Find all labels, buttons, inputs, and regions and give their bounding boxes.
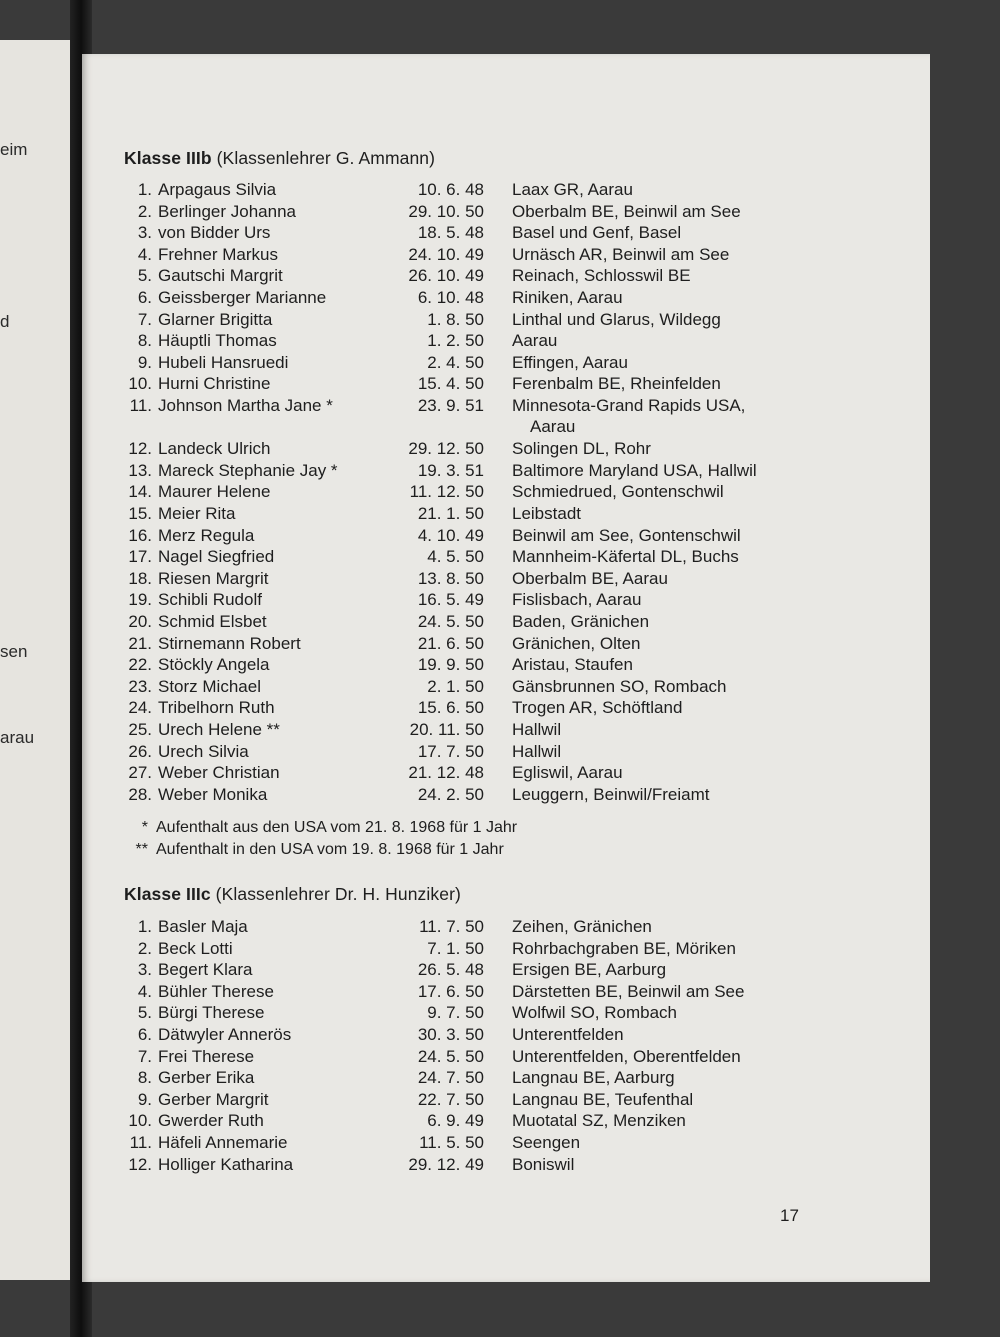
birth-date: 29. 12. 50	[408, 439, 484, 459]
birth-date: 26. 5. 48	[417, 960, 484, 980]
student-name: Meier Rita	[158, 504, 236, 523]
birth-date: 18. 5. 48	[417, 223, 484, 243]
student-number: 24.	[128, 698, 152, 718]
student-name: Hubeli Hansruedi	[158, 352, 289, 372]
student-row	[82, 568, 930, 589]
student-name: Berlinger Johanna	[158, 201, 296, 221]
student-row	[82, 1154, 930, 1175]
student-row	[82, 981, 930, 1002]
birth-date: 24. 7. 50	[417, 1068, 484, 1088]
home-place: Beinwil am See, Gontenschwil	[512, 525, 741, 545]
student-name: Schmid Elsbet	[158, 612, 267, 631]
student-number: 1.	[137, 180, 152, 199]
student-row	[82, 373, 930, 394]
student-number: 11.	[129, 396, 152, 415]
birth-date: 2. 1. 50	[427, 676, 484, 696]
student-number: 2.	[137, 201, 152, 221]
student-number: 19.	[128, 590, 152, 610]
home-place: Wolfwil SO, Rombach	[512, 1003, 678, 1023]
student-number: 3.	[137, 960, 152, 980]
student-number: 5.	[137, 266, 152, 286]
student-name: Glarner Brigitta	[158, 309, 273, 329]
home-place: Seengen	[512, 1133, 581, 1152]
student-name: Johnson Martha Jane *	[158, 396, 333, 415]
student-row	[82, 1002, 930, 1023]
student-name: Storz Michael	[158, 676, 261, 696]
student-number: 13.	[128, 460, 152, 480]
student-number: 12.	[128, 1154, 152, 1174]
birth-date: 11. 7. 50	[419, 917, 484, 936]
student-row	[82, 352, 930, 373]
home-place: Langnau BE, Teufenthal	[512, 1089, 694, 1109]
student-number: 12.	[128, 439, 152, 459]
student-row	[82, 589, 930, 610]
student-number: 7.	[137, 309, 152, 329]
home-place: Rohrbachgraben BE, Möriken	[512, 938, 736, 958]
student-number: 8.	[137, 1068, 152, 1088]
student-row	[82, 525, 930, 546]
student-name: Stirnemann Robert	[158, 633, 301, 653]
student-name: Bühler Therese	[158, 981, 274, 1001]
home-place: Leuggern, Beinwil/Freiamt	[512, 784, 710, 804]
student-number: 17.	[128, 547, 152, 567]
student-name: Basler Maja	[158, 917, 248, 936]
footnote-mark: *	[141, 819, 148, 836]
section-title-bold: Klasse IIIc	[124, 884, 211, 904]
student-row	[82, 1132, 930, 1153]
home-place: Boniswil	[512, 1154, 575, 1174]
student-row	[82, 741, 930, 762]
left-page-edge	[0, 40, 76, 1280]
student-row	[82, 959, 930, 980]
home-place: Leibstadt	[512, 504, 581, 523]
left-page-fragment: sen	[0, 642, 28, 661]
home-place: Gänsbrunnen SO, Rombach	[512, 676, 727, 696]
birth-date: 22. 7. 50	[417, 1089, 484, 1109]
home-place: Baden, Gränichen	[512, 612, 650, 631]
student-name: Urech Helene **	[158, 720, 280, 739]
student-number: 18.	[128, 568, 152, 588]
student-name: Gerber Erika	[158, 1068, 255, 1088]
student-name: von Bidder Urs	[158, 223, 271, 243]
section-title-teacher: (Klassenlehrer Dr. H. Hunziker)	[210, 884, 461, 904]
student-name: Beck Lotti	[158, 938, 233, 958]
section-title-teacher: (Klassenlehrer G. Ammann)	[211, 148, 436, 168]
home-place: Aarau	[512, 331, 558, 351]
home-place: Zeihen, Gränichen	[512, 917, 652, 936]
student-row	[82, 762, 930, 783]
birth-date: 15. 6. 50	[417, 698, 484, 718]
birth-date: 10. 6. 48	[417, 180, 484, 199]
birth-date: 11. 5. 50	[419, 1133, 484, 1152]
student-name: Geissberger Marianne	[158, 288, 327, 307]
student-name: Nagel Siegfried	[158, 547, 275, 567]
student-number: 2.	[137, 938, 152, 958]
section-title	[124, 148, 435, 169]
home-place: Laax GR, Aarau	[512, 180, 633, 199]
home-place: Fislisbach, Aarau	[512, 590, 642, 610]
birth-date: 21. 6. 50	[417, 633, 484, 653]
student-number: 9.	[137, 1089, 152, 1109]
student-row	[82, 654, 930, 675]
birth-date: 13. 8. 50	[417, 568, 484, 588]
student-name: Gwerder Ruth	[158, 1111, 264, 1131]
student-number: 16.	[128, 525, 152, 545]
home-place: Hallwil	[512, 741, 562, 761]
left-page-fragment: d	[0, 312, 10, 331]
home-place: Minnesota-Grand Rapids USA,	[512, 396, 746, 415]
home-place: Riniken, Aarau	[512, 288, 623, 307]
birth-date: 4. 10. 49	[417, 525, 484, 545]
home-place: Basel und Genf, Basel	[512, 223, 682, 243]
student-row	[82, 916, 930, 937]
student-row	[82, 222, 930, 243]
home-place: Muotatal SZ, Menziken	[512, 1111, 686, 1131]
student-row	[82, 938, 930, 959]
birth-date: 16. 5. 49	[417, 590, 484, 610]
birth-date: 20. 11. 50	[409, 720, 484, 739]
student-number: 11.	[129, 1133, 152, 1152]
student-row	[82, 179, 930, 200]
footnote	[120, 819, 517, 837]
student-number: 9.	[137, 352, 152, 372]
student-row	[82, 546, 930, 567]
birth-date: 2. 4. 50	[427, 352, 484, 372]
home-place: Ferenbalm BE, Rheinfelden	[512, 374, 721, 394]
student-row	[82, 697, 930, 718]
student-number: 6.	[137, 1025, 152, 1044]
birth-date: 21. 12. 48	[408, 763, 484, 783]
student-number: 8.	[137, 331, 152, 351]
student-name: Begert Klara	[158, 960, 253, 980]
student-name: Häuptli Thomas	[158, 331, 277, 351]
student-number: 4.	[137, 244, 152, 264]
footnote-text: Aufenthalt aus den USA vom 21. 8. 1968 für 1 Jahr	[156, 819, 518, 836]
student-name: Maurer Helene	[158, 482, 271, 502]
home-place: Mannheim-Käfertal DL, Buchs	[512, 547, 739, 567]
student-row	[82, 1067, 930, 1088]
student-row	[82, 611, 930, 632]
student-name: Riesen Margrit	[158, 568, 269, 588]
home-place: Trogen AR, Schöftland	[512, 698, 683, 718]
student-name: Weber Christian	[158, 763, 280, 783]
birth-date: 9. 7. 50	[427, 1003, 484, 1023]
birth-date: 23. 9. 51	[417, 396, 484, 415]
student-number: 21.	[128, 633, 152, 653]
student-number: 1.	[137, 917, 152, 936]
student-row	[82, 244, 930, 265]
home-place: Effingen, Aarau	[512, 352, 628, 372]
student-name: Gerber Margrit	[158, 1089, 269, 1109]
birth-date: 11. 12. 50	[409, 482, 484, 502]
student-name: Dätwyler Annerös	[158, 1025, 292, 1044]
home-place: Reinach, Schlosswil BE	[512, 266, 691, 286]
student-name: Frehner Markus	[158, 244, 278, 264]
student-number: 10.	[128, 1111, 152, 1131]
student-row	[82, 1110, 930, 1131]
birth-date: 24. 10. 49	[408, 244, 484, 264]
home-place: Egliswil, Aarau	[512, 763, 623, 783]
home-place: Unterentfelden	[512, 1025, 624, 1044]
student-row	[82, 1024, 930, 1045]
student-name: Bürgi Therese	[158, 1003, 265, 1023]
home-place: Oberbalm BE, Beinwil am See	[512, 201, 741, 221]
birth-date: 24. 2. 50	[417, 784, 484, 804]
home-place: Unterentfelden, Oberentfelden	[512, 1046, 741, 1066]
page-number: 17	[780, 1206, 799, 1225]
student-name: Gautschi Margrit	[158, 266, 283, 286]
student-row	[82, 784, 930, 805]
student-row	[82, 1089, 930, 1110]
birth-date: 21. 1. 50	[417, 504, 484, 523]
home-place: Schmiedrued, Gontenschwil	[512, 482, 724, 502]
student-name: Urech Silvia	[158, 741, 249, 761]
student-name: Häfeli Annemarie	[158, 1133, 288, 1152]
birth-date: 30. 3. 50	[417, 1025, 484, 1044]
student-row	[82, 503, 930, 524]
birth-date: 19. 9. 50	[417, 655, 484, 675]
student-number: 15.	[128, 504, 152, 523]
student-number: 23.	[128, 676, 152, 696]
student-name: Tribelhorn Ruth	[158, 698, 275, 718]
student-name: Arpagaus Silvia	[158, 180, 277, 199]
home-place: Urnäsch AR, Beinwil am See	[512, 244, 730, 264]
left-page-fragment: arau	[0, 728, 35, 747]
birth-date: 24. 5. 50	[417, 612, 484, 631]
birth-date: 19. 3. 51	[417, 460, 484, 480]
student-row	[82, 481, 930, 502]
section-title-bold: Klasse IIIb	[124, 148, 212, 168]
student-number: 22.	[128, 655, 152, 675]
student-number: 25.	[128, 720, 152, 739]
student-row	[82, 201, 930, 222]
student-name: Schibli Rudolf	[158, 590, 262, 610]
student-name: Mareck Stephanie Jay *	[158, 460, 338, 480]
birth-date: 26. 10. 49	[408, 266, 484, 286]
student-number: 5.	[137, 1003, 152, 1023]
student-number: 26.	[128, 741, 152, 761]
home-place: Aristau, Staufen	[512, 655, 633, 675]
home-place: Gränichen, Olten	[512, 633, 641, 653]
student-number: 7.	[137, 1046, 152, 1066]
home-place: Därstetten BE, Beinwil am See	[512, 981, 745, 1001]
student-number: 14.	[128, 482, 152, 502]
student-row	[82, 719, 930, 740]
student-number: 27.	[128, 763, 152, 783]
birth-date: 29. 10. 50	[408, 201, 484, 221]
student-name: Stöckly Angela	[158, 655, 270, 675]
home-place: Langnau BE, Aarburg	[512, 1068, 675, 1088]
student-name: Holliger Katharina	[158, 1154, 294, 1174]
footnote	[120, 841, 504, 859]
birth-date: 15. 4. 50	[417, 374, 484, 394]
birth-date: 6. 10. 48	[417, 288, 484, 307]
footnote-text: Aufenthalt in den USA vom 19. 8. 1968 für 1 Jahr	[156, 841, 504, 858]
birth-date: 17. 6. 50	[417, 981, 484, 1001]
section-title	[124, 884, 461, 905]
student-name: Merz Regula	[158, 525, 255, 545]
home-place: Baltimore Maryland USA, Hallwil	[512, 460, 757, 480]
birth-date: 4. 5. 50	[427, 547, 484, 567]
student-name: Frei Therese	[158, 1046, 255, 1066]
birth-date: 24. 5. 50	[417, 1046, 484, 1066]
student-number: 6.	[137, 288, 152, 307]
student-number: 28.	[128, 784, 152, 804]
student-name: Hurni Christine	[158, 374, 271, 394]
student-number: 20.	[128, 612, 152, 631]
birth-date: 1. 8. 50	[427, 309, 484, 329]
student-name: Weber Monika	[158, 784, 268, 804]
student-number: 10.	[128, 374, 152, 394]
student-number: 3.	[137, 223, 152, 243]
birth-date: 7. 1. 50	[427, 938, 484, 958]
student-number: 4.	[137, 981, 152, 1001]
student-row	[82, 309, 930, 330]
birth-date: 1. 2. 50	[427, 331, 484, 351]
right-page	[82, 54, 930, 1282]
student-name: Landeck Ulrich	[158, 439, 271, 459]
footnote-mark: **	[135, 841, 148, 858]
student-row	[82, 1046, 930, 1067]
home-place-continued: Aarau	[530, 417, 576, 436]
left-page-fragment: eim	[0, 140, 28, 159]
birth-date: 6. 9. 49	[427, 1111, 484, 1131]
student-row	[82, 287, 930, 308]
home-place: Oberbalm BE, Aarau	[512, 568, 668, 588]
home-place: Ersigen BE, Aarburg	[512, 960, 667, 980]
birth-date: 17. 7. 50	[417, 741, 484, 761]
home-place: Solingen DL, Rohr	[512, 439, 651, 459]
home-place: Hallwil	[512, 720, 562, 739]
home-place: Linthal und Glarus, Wildegg	[512, 309, 721, 329]
student-row	[82, 395, 930, 436]
student-row	[82, 633, 930, 654]
student-row	[82, 460, 930, 481]
student-row	[82, 265, 930, 286]
student-row	[82, 438, 930, 459]
student-row	[82, 330, 930, 351]
birth-date: 29. 12. 49	[408, 1154, 484, 1174]
student-row	[82, 676, 930, 697]
